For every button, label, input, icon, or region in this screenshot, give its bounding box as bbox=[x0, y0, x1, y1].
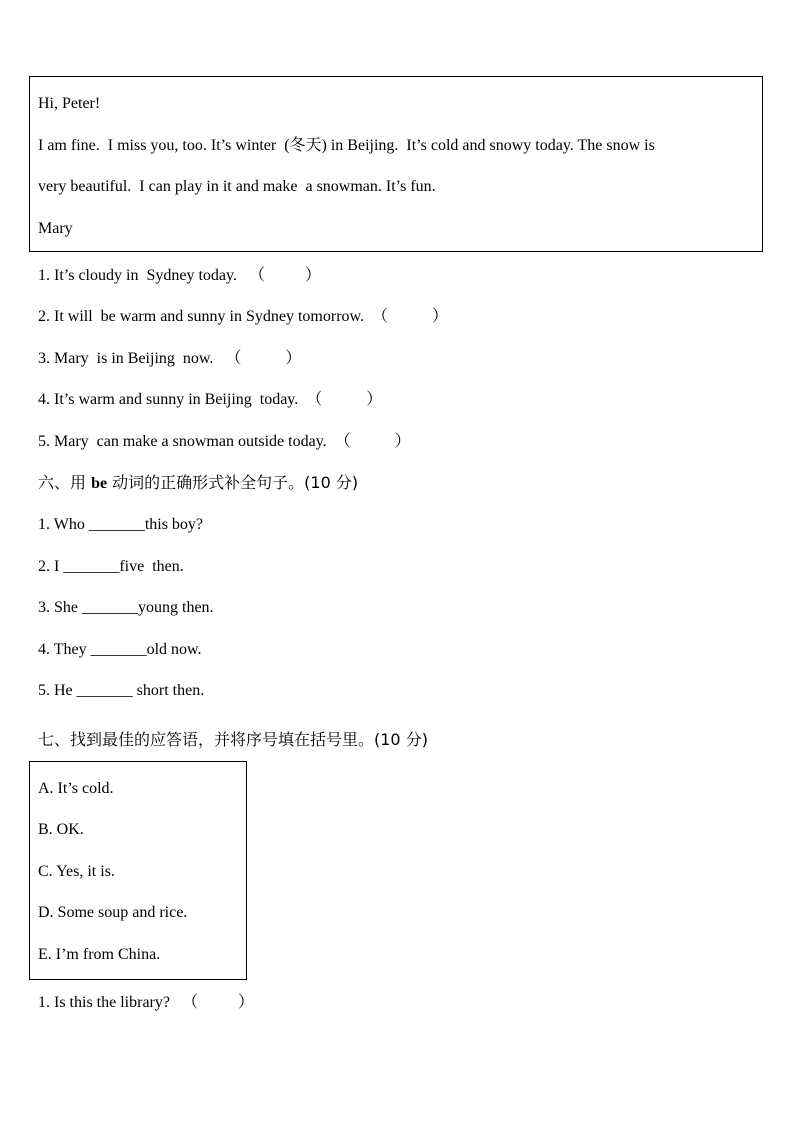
letter-signature: Mary bbox=[38, 220, 73, 237]
fill-item-3: 3. She _______young then. bbox=[38, 599, 214, 616]
judge-item-4: 4. It’s warm and sunny in Beijing today. （ ） bbox=[38, 391, 383, 408]
fill-item-2: 2. I _______five then. bbox=[38, 558, 184, 575]
letter-box bbox=[29, 76, 763, 252]
judge-item-5: 5. Mary can make a snowman outside today. （ ） bbox=[38, 433, 411, 450]
letter-line-1: I am fine. I miss you, too. It’s winter (冬天) in Beijing. It’s cold and snowy today. The snow is bbox=[38, 137, 655, 154]
options-box bbox=[29, 761, 247, 980]
question-item-1: 1. Is this the library? （ ） bbox=[38, 994, 254, 1011]
fill-item-4: 4. They _______old now. bbox=[38, 641, 202, 658]
section-6-heading bbox=[38, 473, 358, 494]
judge-item-3: 3. Mary is in Beijing now. （ ） bbox=[38, 350, 302, 367]
option-c: C. Yes, it is. bbox=[38, 863, 115, 880]
section-6-suffix: 动词的正确形式补全句子。(10 分) bbox=[107, 473, 359, 492]
option-a: A. It’s cold. bbox=[38, 780, 114, 797]
letter-greeting: Hi, Peter! bbox=[38, 95, 101, 112]
section-6-bold: be bbox=[91, 475, 108, 492]
fill-item-1: 1. Who _______this boy? bbox=[38, 516, 204, 533]
letter-line-2: very beautiful. I can play in it and make a snowman. It’s fun. bbox=[38, 178, 436, 195]
judge-item-1: 1. It’s cloudy in Sydney today. （ ） bbox=[38, 267, 321, 284]
judge-item-2: 2. It will be warm and sunny in Sydney tomorrow. （ ） bbox=[38, 308, 449, 325]
section-7-heading: 七、找到最佳的应答语，并将序号填在括号里。(10 分) bbox=[38, 730, 428, 749]
option-e: E. I’m from China. bbox=[38, 946, 161, 963]
option-b: B. OK. bbox=[38, 821, 84, 838]
section-6-prefix: 六、用 bbox=[38, 473, 92, 492]
fill-item-5: 5. He _______ short then. bbox=[38, 682, 205, 699]
option-d: D. Some soup and rice. bbox=[38, 904, 188, 921]
